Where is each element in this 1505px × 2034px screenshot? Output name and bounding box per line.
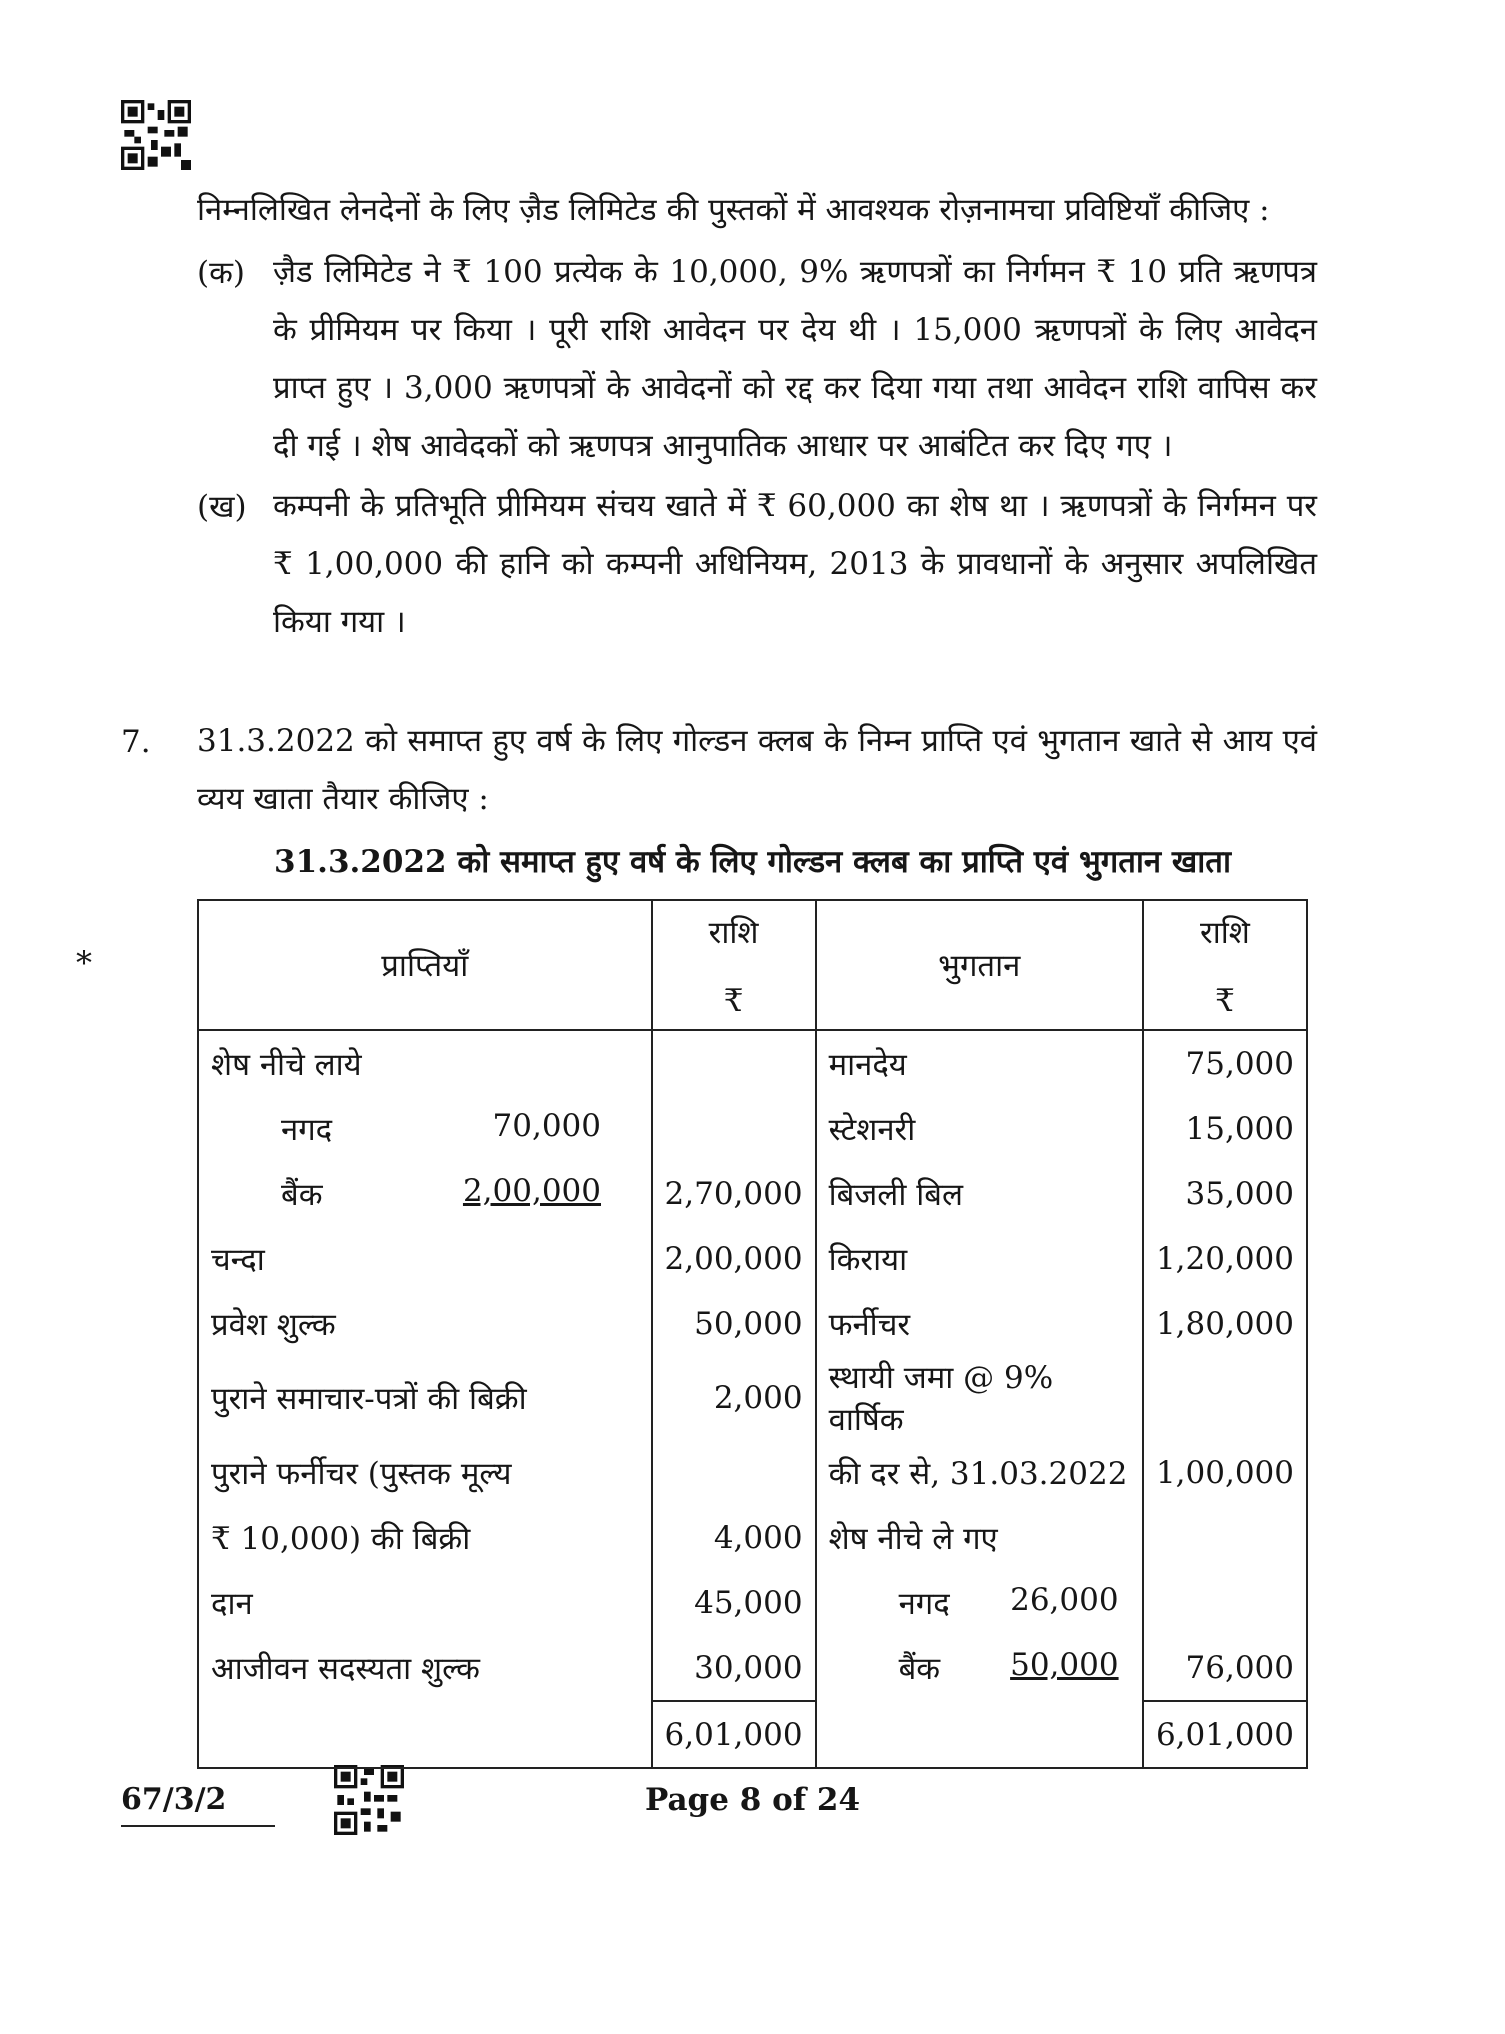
receipt-opening-balance: शेष नीचे लाये bbox=[198, 1030, 652, 1096]
rupee-symbol: ₹ bbox=[723, 983, 744, 1019]
part-a-text: ज़ैड लिमिटेड ने ₹ 100 प्रत्येक के 10,000, 9% ऋणपत्रों का निर्गमन ₹ 10 प्रति ऋणपत्र के प्रीमियम पर किया । पूरी राशि आवेदन पर देय थी । 15,000 ऋणपत्रों के लिए आवेदन प्राप्त हुए । 3,000 ऋणपत्रों के आवेदनों को रद्द कर दिया गया तथा आवेदन राशि वापिस कर दी गई । शेष आवेदकों को ऋणपत्र आनुपातिक आधार पर आबंटित कर दिए गए । bbox=[273, 254, 1317, 464]
receipt-donation-amount: 45,000 bbox=[652, 1570, 816, 1635]
page-number: Page 8 of 24 bbox=[644, 1782, 861, 1818]
payment-honorarium: मानदेय bbox=[816, 1030, 1143, 1096]
payment-rent: किराया bbox=[816, 1226, 1143, 1291]
payment-electricity: बिजली बिल bbox=[816, 1161, 1143, 1226]
payment-electricity-amount: 35,000 bbox=[1143, 1161, 1307, 1226]
receipt-old-furniture-amount: 4,000 bbox=[652, 1505, 816, 1570]
receipt-bank-amount: 2,00,000 bbox=[462, 1172, 601, 1209]
payment-stationery: स्टेशनरी bbox=[816, 1096, 1143, 1161]
receipts-payments-table bbox=[197, 899, 1308, 1769]
payment-stationery-amount: 15,000 bbox=[1143, 1096, 1307, 1161]
receipt-subscription: चन्दा bbox=[198, 1226, 652, 1291]
header-receipts: प्राप्तियाँ bbox=[198, 900, 652, 1030]
payments-total: 6,01,000 bbox=[1143, 1701, 1307, 1768]
payment-honorarium-amount: 75,000 bbox=[1143, 1030, 1307, 1096]
receipt-old-newspapers: पुराने समाचार-पत्रों की बिक्री bbox=[198, 1356, 652, 1440]
payment-furniture: फर्नीचर bbox=[816, 1291, 1143, 1356]
question-text: 31.3.2022 को समाप्त हुए वर्ष के लिए गोल्डन क्लब के निम्न प्राप्ति एवं भुगतान खाते से आय एवं व्यय खाता तैयार कीजिए : bbox=[197, 723, 1317, 817]
payment-closing-balance: शेष नीचे ले गए bbox=[816, 1505, 1143, 1570]
payment-furniture-amount: 1,80,000 bbox=[1143, 1291, 1307, 1356]
header-amount-receipts bbox=[652, 900, 816, 1030]
header-payments: भुगतान bbox=[816, 900, 1143, 1030]
table-row bbox=[198, 1635, 1307, 1701]
table-header-row bbox=[198, 900, 1307, 1030]
receipt-entry-fee: प्रवेश शुल्क bbox=[198, 1291, 652, 1356]
amount-label: राशि bbox=[708, 915, 759, 951]
part-b-label: (ख) bbox=[197, 489, 247, 525]
table-title: 31.3.2022 को समाप्त हुए वर्ष के लिए गोल्डन क्लब का प्राप्ति एवं भुगतान खाता bbox=[274, 844, 1231, 880]
table-row bbox=[198, 1440, 1307, 1505]
payment-bank-label: बैंक bbox=[898, 1651, 941, 1687]
rupee-symbol: ₹ bbox=[1215, 983, 1235, 1019]
table-row bbox=[198, 1356, 1307, 1440]
table-row bbox=[198, 1570, 1307, 1635]
payment-rent-amount: 1,20,000 bbox=[1143, 1226, 1307, 1291]
paper-code-underline bbox=[121, 1825, 275, 1827]
paper-code: 67/3/2 bbox=[121, 1782, 227, 1817]
receipt-old-furniture-line2: ₹ 10,000) की बिक्री bbox=[198, 1505, 652, 1570]
payment-closing-total: 76,000 bbox=[1143, 1635, 1307, 1701]
receipt-cash-amount: 70,000 bbox=[492, 1107, 601, 1144]
table-total-row bbox=[198, 1701, 1307, 1768]
table-row bbox=[198, 1226, 1307, 1291]
question-number: 7. bbox=[121, 724, 151, 760]
receipt-subscription-amount: 2,00,000 bbox=[652, 1226, 816, 1291]
star-marker: * bbox=[76, 944, 92, 982]
payment-fixed-deposit-line1: स्थायी जमा @ 9% वार्षिक bbox=[816, 1356, 1143, 1440]
payment-cash-amount: 26,000 bbox=[1010, 1581, 1119, 1618]
payment-fixed-deposit-line2: की दर से, 31.03.2022 bbox=[816, 1440, 1143, 1505]
receipt-life-membership: आजीवन सदस्यता शुल्क bbox=[198, 1635, 652, 1701]
table-row bbox=[198, 1030, 1307, 1096]
intro-text: निम्नलिखित लेनदेनों के लिए ज़ैड लिमिटेड की पुस्तकों में आवश्यक रोज़नामचा प्रविष्टियाँ कीजिए : bbox=[197, 192, 1270, 228]
part-b-text: कम्पनी के प्रतिभूति प्रीमियम संचय खाते में ₹ 60,000 का शेष था । ऋणपत्रों के निर्गमन पर ₹ 1,00,000 की हानि को कम्पनी अधिनियम, 2013 के प्रावधानों के अनुसार अपलिखित किया गया । bbox=[273, 488, 1317, 640]
receipt-life-membership-amount: 30,000 bbox=[652, 1635, 816, 1701]
table-row bbox=[198, 1291, 1307, 1356]
receipt-donation: दान bbox=[198, 1570, 652, 1635]
receipt-old-newspapers-amount: 2,000 bbox=[652, 1356, 816, 1440]
amount-label: राशि bbox=[1200, 915, 1250, 951]
table-row bbox=[198, 1505, 1307, 1570]
header-amount-payments bbox=[1143, 900, 1307, 1030]
receipt-bank-label: बैंक bbox=[281, 1176, 323, 1213]
receipts-total: 6,01,000 bbox=[652, 1701, 816, 1768]
payment-bank-amount: 50,000 bbox=[1010, 1647, 1119, 1683]
receipt-entry-fee-amount: 50,000 bbox=[652, 1291, 816, 1356]
payment-fixed-deposit-amount: 1,00,000 bbox=[1143, 1440, 1307, 1505]
part-a-label: (क) bbox=[197, 255, 245, 291]
qr-code-icon bbox=[121, 100, 191, 170]
payment-cash-label: नगद bbox=[898, 1585, 950, 1622]
receipt-opening-total: 2,70,000 bbox=[652, 1161, 816, 1226]
table-row bbox=[198, 1096, 1307, 1161]
receipt-cash-label: नगद bbox=[281, 1111, 333, 1148]
table-row bbox=[198, 1161, 1307, 1226]
receipt-old-furniture-line1: पुराने फर्नीचर (पुस्तक मूल्य bbox=[198, 1440, 652, 1505]
